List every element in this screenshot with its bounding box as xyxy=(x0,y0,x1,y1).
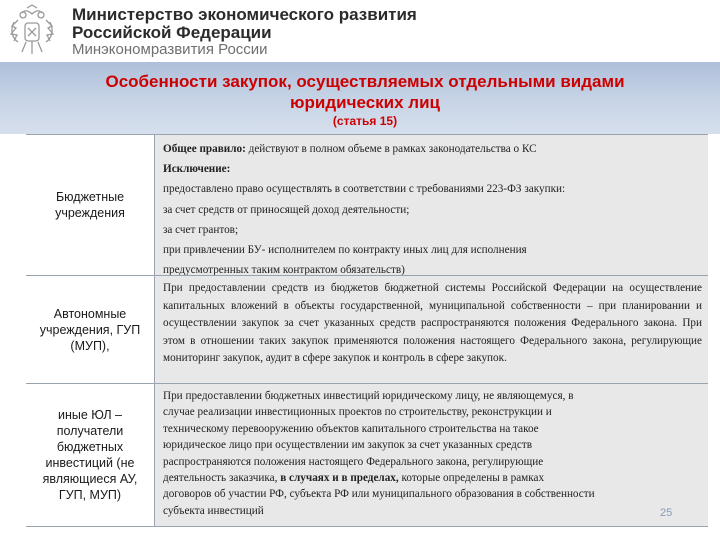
slide-header xyxy=(0,0,720,62)
row-content xyxy=(155,276,708,383)
slide-title xyxy=(60,71,670,113)
bold-text: Общее правило: xyxy=(163,143,246,155)
ministry-name-line1: Министерство экономического развития xyxy=(72,5,417,24)
content-line: предоставлено право осуществлять в соответствии с требованиями 223-ФЗ закупки: xyxy=(163,183,566,196)
page-number: 25 xyxy=(660,507,673,519)
ministry-short-name: Минэкономразвития России xyxy=(72,41,268,58)
text: действуют в полном объеме в рамках законодательства о КС xyxy=(245,143,537,155)
bold-text: в случаях и в пределах, xyxy=(277,472,399,485)
text: деятельность заказчика, xyxy=(163,472,278,485)
content-line: за счет средств от приносящей доход деятельности; xyxy=(163,203,410,216)
content-line xyxy=(163,159,702,179)
content-line xyxy=(163,139,702,159)
eagle-emblem-icon xyxy=(6,4,58,58)
text: которые определены в рамках xyxy=(398,472,545,485)
table-row-budget-institutions xyxy=(26,134,708,275)
title-line1: Особенности закупок, осуществляемых отдельными видами xyxy=(105,72,625,91)
row-label: Бюджетные учреждения xyxy=(26,135,155,275)
row-content xyxy=(155,135,708,275)
content-line: предусмотренных таким контрактом обязательств) xyxy=(163,264,405,277)
title-line2: юридических лиц xyxy=(290,93,440,112)
content-line: юридическое лицо при осуществлении им закупок за счет указанных средств xyxy=(163,439,532,452)
row-content xyxy=(155,384,708,526)
ministry-name-line2: Российской Федерации xyxy=(72,23,272,42)
table-row-other-legal-entities xyxy=(26,383,708,527)
content-line: техническому перевооружению объектов капитального строительства на такое xyxy=(163,422,539,435)
row-label: Автономные учреждения, ГУП (МУП), xyxy=(26,276,155,383)
content-line: При предоставлении бюджетных инвестиций юридическому лицу, не являющемуся, в xyxy=(163,390,574,402)
content-line: договоров об участии РФ, субъекта РФ или муниципального образования в собственности xyxy=(163,488,595,501)
row-label: иные ЮЛ – получатели бюджетных инвестиций (не являющиеся АУ, ГУП, МУП) xyxy=(26,384,155,526)
bold-text: Исключение: xyxy=(163,163,231,176)
content-line: за счет грантов; xyxy=(163,223,239,236)
content-line: субъекта инвестиций xyxy=(163,504,264,517)
slide-subtitle: (статья 15) xyxy=(332,114,398,128)
content-line: случае реализации инвестиционных проектов по строительству, реконструкции и xyxy=(163,406,552,419)
content-line: при привлечении БУ- исполнителем по контракту иных лиц для исполнения xyxy=(163,244,527,257)
table-row-autonomous-institutions xyxy=(26,275,708,383)
content-line: распространяются положения настоящего Федерального закона, регулирующие xyxy=(163,455,544,468)
content-line xyxy=(163,470,702,486)
content-paragraph: При предоставлении средств из бюджетов бюджетной системы Российской Федерации на осуществление капитальных вложений в объекты государственной, муниципальной собственности – при планировании и осуществлении закупок за счет указанных средств распространяются положения Федерального закона. При этом в отношении таких закупок применяются положения настоящего Федерального закона, регулирующие мониторинг закупок, аудит в сфере закупок и контроль в сфере закупок. xyxy=(163,282,702,364)
